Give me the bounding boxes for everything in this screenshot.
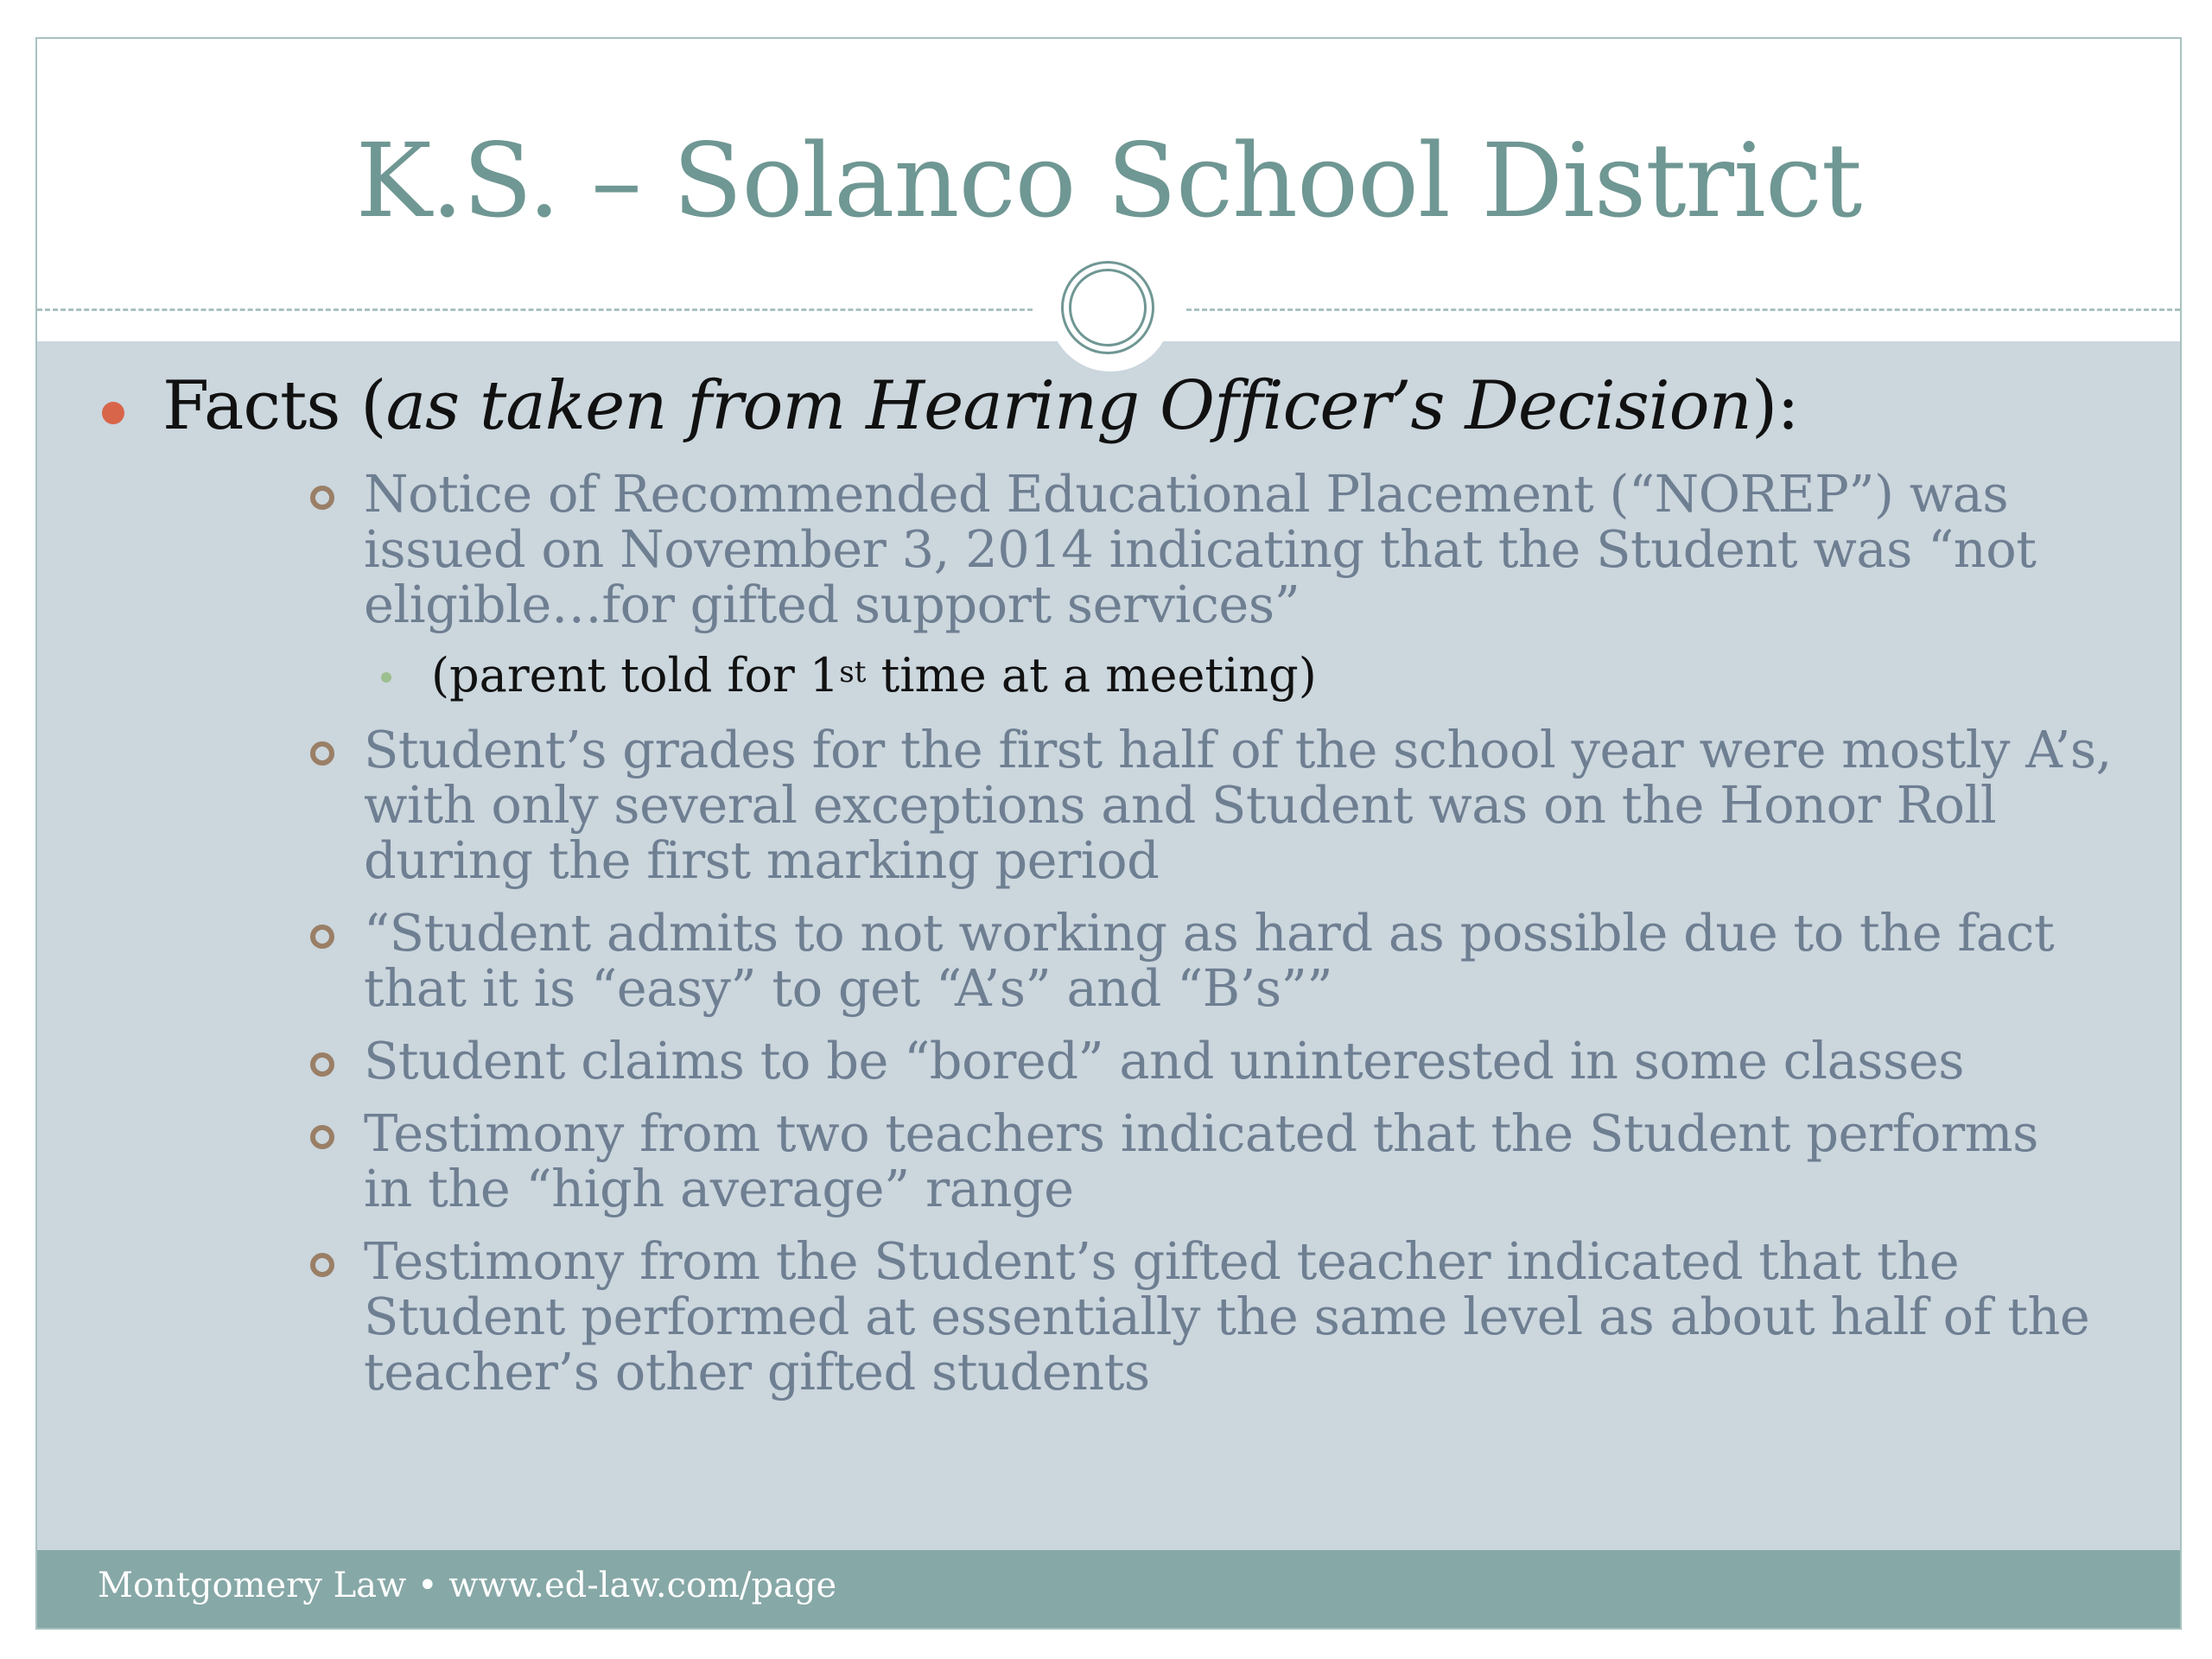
item-text-line: Testimony from the Student’s gifted teacher indicated that the	[364, 1231, 1960, 1291]
divider-right	[1186, 308, 2180, 311]
item-text-line: Testimony from two teachers indicated that the Student performs	[364, 1103, 2038, 1163]
item-text-line: teacher’s other gifted students	[364, 1342, 1150, 1402]
sub-item-text-end: time at a meeting)	[866, 648, 1317, 702]
ring-bullet-icon	[310, 486, 334, 510]
slide	[35, 37, 2182, 1630]
slide-title: K.S. – Solanco School District	[355, 121, 1862, 240]
item-text-line: issued on November 3, 2014 indicating that the Student was “not	[364, 519, 2037, 579]
divider-left	[37, 308, 1033, 311]
item-text-line: during the first marking period	[364, 830, 1160, 890]
ring-bullet-icon	[310, 1052, 334, 1077]
list-item	[364, 1033, 2161, 1089]
small-bullet-icon	[381, 672, 391, 683]
ring-bullet-icon	[310, 741, 334, 766]
sub-list-item	[431, 650, 2182, 702]
item-text-line: that it is “easy” to get “A’s” and “B’s””	[364, 958, 1333, 1018]
bullet-dot-icon	[102, 402, 124, 424]
footer-bar	[37, 1550, 2180, 1628]
item-text-line: Student performed at essentially the same level as about half of the	[364, 1287, 2090, 1346]
title-divider-circle-icon	[1049, 249, 1172, 372]
list-item	[364, 903, 2161, 1018]
item-text-line: Notice of Recommended Educational Placement (“NOREP”) was	[364, 464, 2009, 524]
facts-list	[364, 464, 2161, 1417]
list-item	[364, 722, 2161, 888]
sub-item-text: (parent told for 1	[431, 648, 840, 702]
item-text-line: Student claims to be “bored” and uninterested in some classes	[364, 1031, 1964, 1090]
item-text-line: in the “high average” range	[364, 1159, 1074, 1218]
facts-label-italic: as taken from Hearing Officer’s Decision	[385, 367, 1751, 445]
facts-label-end: ):	[1751, 367, 1799, 445]
list-item	[364, 464, 2161, 634]
list-item	[364, 1103, 2161, 1218]
item-text-line: “Student admits to not working as hard as possible due to the fact	[364, 903, 2055, 963]
facts-label: Facts (	[162, 367, 386, 445]
footer-text: Montgomery Law • www.ed-law.com/page	[98, 1566, 837, 1605]
ring-bullet-icon	[310, 925, 334, 949]
ring-bullet-icon	[310, 1253, 334, 1277]
facts-heading	[162, 367, 1799, 445]
item-text-line: with only several exceptions and Student was on the Honor Roll	[364, 775, 1997, 835]
item-text-line: eligible…for gifted support services”	[364, 575, 1300, 634]
sub-item-superscript: st	[839, 655, 867, 690]
list-item	[364, 1231, 2161, 1402]
item-text-line: Student’s grades for the first half of the school year were mostly A’s,	[364, 720, 2112, 779]
ring-bullet-icon	[310, 1125, 334, 1149]
